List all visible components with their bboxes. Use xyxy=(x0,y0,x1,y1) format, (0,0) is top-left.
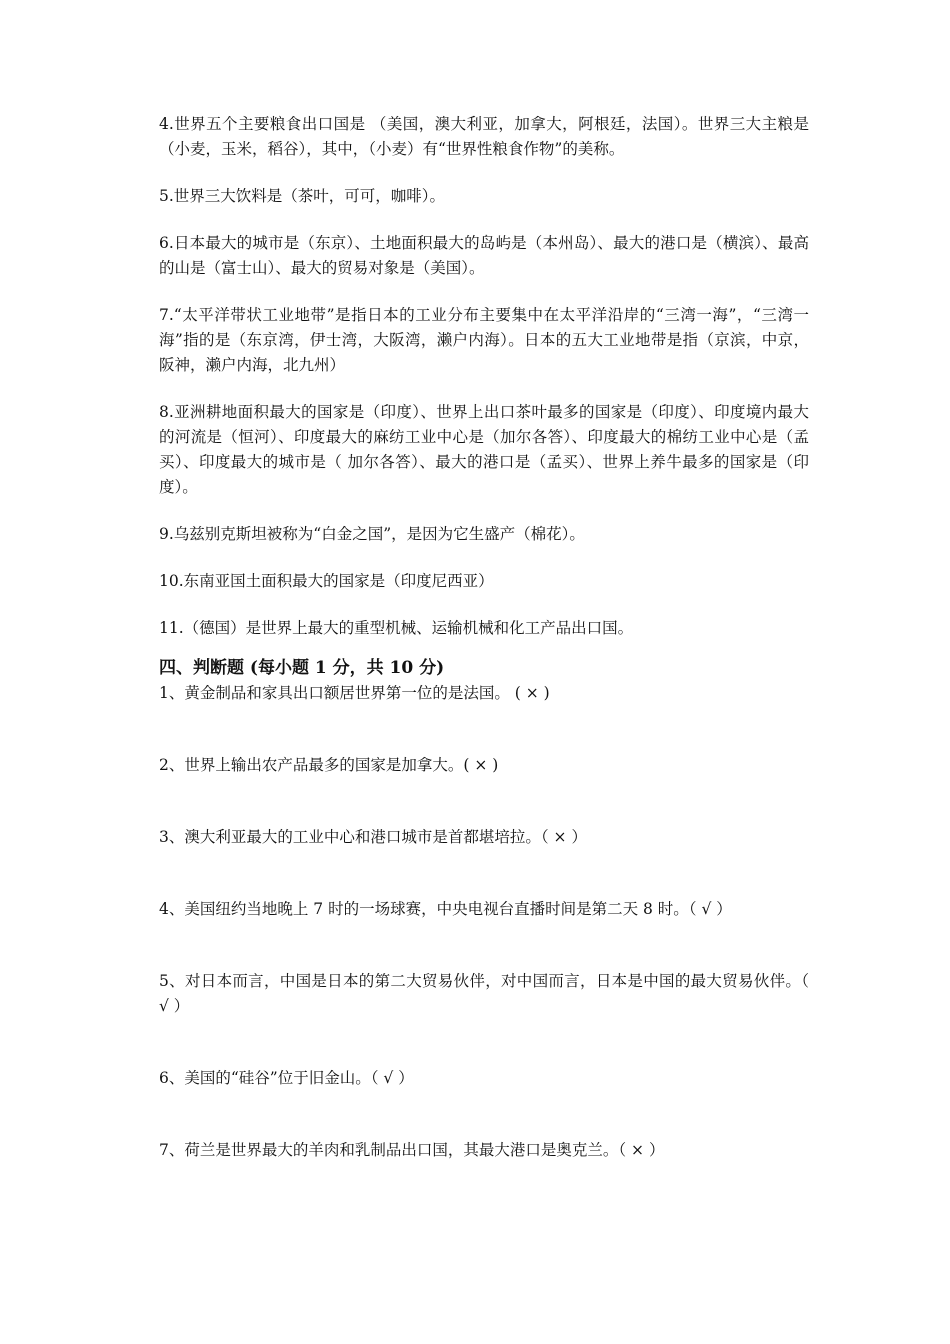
judgment-item-5: 5、对日本而言，中国是日本的第二大贸易伙伴，对中国而言，日本是中国的最大贸易伙伴。（ √ ） xyxy=(159,972,809,1015)
judgment-item-4: 4、美国纽约当地晚上 7 时的一场球赛，中央电视台直播时间是第二天 8 时。（ √ ） xyxy=(159,900,732,918)
judgment-item-3: 3、澳大利亚最大的工业中心和港口城市是首都堪培拉。（ × ） xyxy=(159,828,587,846)
judgment-item-1: 1、黄金制品和家具出口额居世界第一位的是法国。 ( × ) xyxy=(159,684,550,702)
fill-in-item-5: 5.世界三大饮料是（茶叶，可可，咖啡）。 xyxy=(159,187,446,205)
judgment-item-6: 6、美国的“硅谷”位于旧金山。（ √ ） xyxy=(159,1069,414,1087)
fill-in-item-8: 8.亚洲耕地面积最大的国家是（印度）、世界上出口茶叶最多的国家是（印度）、印度境内最大的河流是（恒河）、印度最大的麻纺工业中心是（加尔各答）、印度最大的棉纺工业中心是（孟买）、印度最大的城市是（ 加尔各答）、最大的港口是（孟买）、世界上养牛最多的国家是（印度）。 xyxy=(159,403,809,496)
fill-in-item-7: 7.“太平洋带状工业地带”是指日本的工业分布主要集中在太平洋沿岸的“三湾一海”，“三湾一海”指的是（东京湾，伊士湾，大阪湾，濑户内海）。日本的五大工业地带是指（京滨，中京，阪神，濑户内海，北九州） xyxy=(159,306,809,374)
fill-in-item-10: 10.东南亚国土面积最大的国家是（印度尼西亚） xyxy=(159,572,494,590)
fill-in-item-9: 9.乌兹别克斯坦被称为“白金之国”，是因为它生盛产（棉花）。 xyxy=(159,525,585,543)
section-heading: 四、判断题 (每小题 1 分，共 10 分) xyxy=(159,658,445,678)
judgment-item-7: 7、荷兰是世界最大的羊肉和乳制品出口国，其最大港口是奥克兰。（ × ） xyxy=(159,1141,665,1159)
document-page xyxy=(159,112,809,1163)
judgment-item-2: 2、世界上输出农产品最多的国家是加拿大。( × ) xyxy=(159,756,499,774)
fill-in-item-4: 4.世界五个主要粮食出口国是 （美国，澳大利亚，加拿大，阿根廷，法国）。世界三大主粮是（小麦，玉米，稻谷），其中，（小麦）有“世界性粮食作物”的美称。 xyxy=(159,115,809,158)
fill-in-item-6: 6.日本最大的城市是（东京）、土地面积最大的岛屿是（本州岛）、最大的港口是（横滨）、最高的山是（富士山）、最大的贸易对象是（美国）。 xyxy=(159,234,809,277)
fill-in-item-11: 11.（德国）是世界上最大的重型机械、运输机械和化工产品出口国。 xyxy=(159,619,634,637)
